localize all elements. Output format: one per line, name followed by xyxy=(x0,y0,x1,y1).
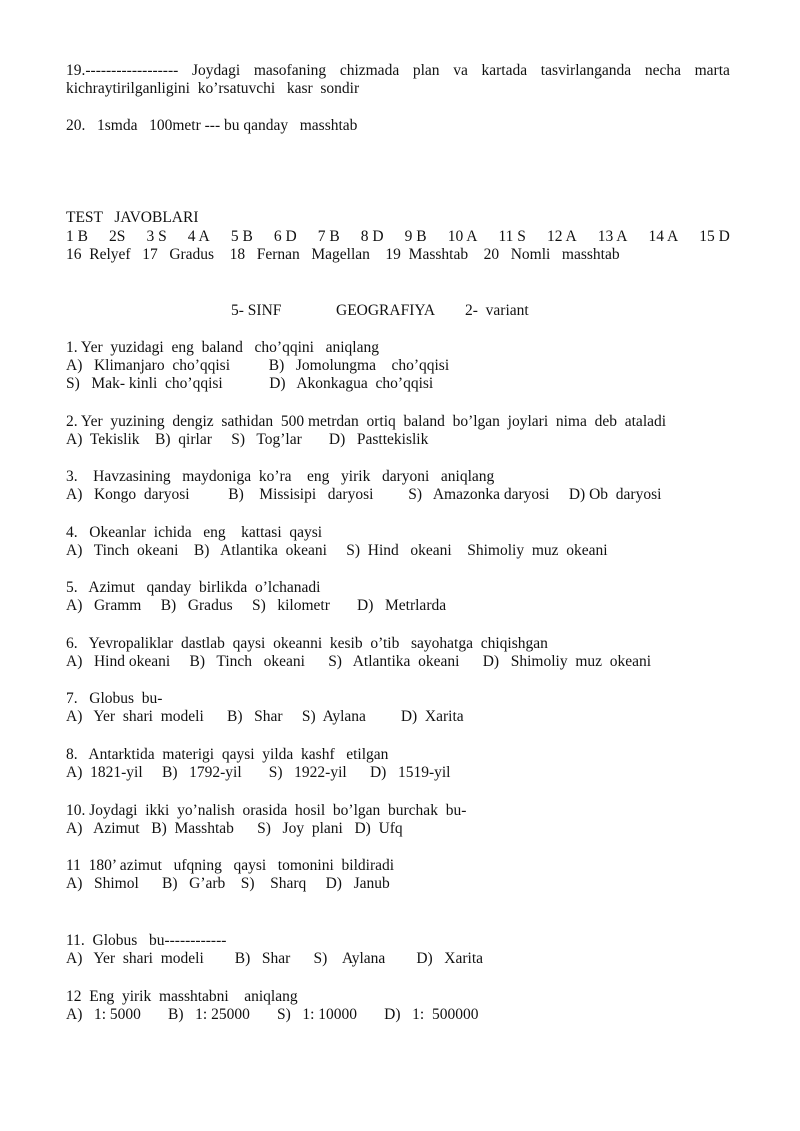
question-2-options: A) Tekislik B) qirlar S) Tog’lar D) Pasttekislik xyxy=(66,431,429,448)
question-8: 8. Antarktida materigi qaysi yilda kashf etilgan xyxy=(66,746,389,763)
answers-row-2: 16 Relyef 17 Gradus 18 Fernan Magellan 19 Masshtab 20 Nomli masshtab xyxy=(66,246,620,263)
q19-word: masofaning xyxy=(253,62,327,79)
answers-row-1 xyxy=(66,228,730,246)
question-1: 1. Yer yuzidagi eng baland cho’qqini aniqlang xyxy=(66,339,379,356)
answer-item: 13 A xyxy=(597,228,628,245)
q19-word: tasvirlanganda xyxy=(540,62,632,79)
question-3-options: A) Kongo daryosi B) Missisipi daryosi S) Amazonka daryosi D) Ob daryosi xyxy=(66,486,662,503)
question-4: 4. Okeanlar ichida eng kattasi qaysi xyxy=(66,524,323,541)
variant-label: 2- variant xyxy=(465,302,529,319)
question-11-globus-options: A) Yer shari modeli B) Shar S) Aylana D) Xarita xyxy=(66,950,484,967)
question-7-options: A) Yer shari modeli B) Shar S) Aylana D) Xarita xyxy=(66,708,464,725)
question-11-options: A) Shimol B) G’arb S) Sharq D) Janub xyxy=(66,875,390,892)
answer-item: 10 A xyxy=(447,228,478,245)
answer-item: 14 A xyxy=(648,228,679,245)
question-10-options: A) Azimut B) Masshtab S) Joy plani D) Ufq xyxy=(66,820,403,837)
grade-label: 5- SINF xyxy=(231,302,282,319)
answer-item: 4 A xyxy=(187,228,210,245)
answer-item: 6 D xyxy=(273,228,297,245)
answers-heading: TEST JAVOBLARI xyxy=(66,209,199,226)
answer-item: 8 D xyxy=(360,228,384,245)
question-1-options: A) Klimanjaro cho’qqisi B) Jomolungma cho’qqisi xyxy=(66,357,450,374)
question-19-line-2: kichraytirilganligini ko’rsatuvchi kasr sondir xyxy=(66,80,360,97)
question-20: 20. 1smda 100metr --- bu qanday masshtab xyxy=(66,117,358,134)
q19-word: 19.------------------ xyxy=(66,62,179,79)
question-11: 11 180’ azimut ufqning qaysi tomonini bildiradi xyxy=(66,857,395,874)
answer-item: 3 S xyxy=(146,228,167,245)
question-6-options: A) Hind okeani B) Tinch okeani S) Atlantika okeani D) Shimoliy muz okeani xyxy=(66,653,652,670)
answer-item: 9 B xyxy=(404,228,427,245)
question-1-options: S) Mak- kinli cho’qqisi D) Akonkagua cho’qqisi xyxy=(66,375,434,392)
question-10: 10. Joydagi ikki yo’nalish orasida hosil bo’lgan burchak bu- xyxy=(66,802,467,819)
question-7: 7. Globus bu- xyxy=(66,690,163,707)
q19-word: Joydagi xyxy=(191,62,241,79)
q19-word: plan xyxy=(412,62,440,79)
answer-item: 7 B xyxy=(317,228,340,245)
question-3: 3. Havzasining maydoniga ko’ra eng yirik daryoni aniqlang xyxy=(66,468,495,485)
answer-item: 1 B xyxy=(66,228,88,245)
question-8-options: A) 1821-yil B) 1792-yil S) 1922-yil D) 1519-yil xyxy=(66,764,451,781)
answer-item: 5 B xyxy=(230,228,253,245)
q19-word: kartada xyxy=(481,62,528,79)
variant-title xyxy=(0,302,800,320)
question-6: 6. Yevropaliklar dastlab qaysi okeanni kesib o’tib sayohatga chiqishgan xyxy=(66,635,548,652)
q19-word: marta xyxy=(694,62,730,79)
question-19-line-1 xyxy=(66,62,730,80)
answer-item: 11 S xyxy=(498,228,526,245)
subject-label: GEOGRAFIYA xyxy=(336,302,436,319)
answer-item: 12 A xyxy=(546,228,577,245)
question-5-options: A) Gramm B) Gradus S) kilometr D) Metrlarda xyxy=(66,597,447,614)
q19-word: necha xyxy=(644,62,681,79)
question-2: 2. Yer yuzining dengiz sathidan 500 metrdan ortiq baland bo’lgan joylari nima deb ataladi xyxy=(66,413,667,430)
answer-item: 2S xyxy=(109,228,126,245)
question-11-globus: 11. Globus bu------------ xyxy=(66,932,227,949)
question-12-options: A) 1: 5000 B) 1: 25000 S) 1: 10000 D) 1: 500000 xyxy=(66,1006,479,1023)
q19-word: va xyxy=(453,62,468,79)
q19-word: chizmada xyxy=(339,62,400,79)
question-4-options: A) Tinch okeani B) Atlantika okeani S) Hind okeani Shimoliy muz okeani xyxy=(66,542,608,559)
question-5: 5. Azimut qanday birlikda o’lchanadi xyxy=(66,579,321,596)
answer-item: 15 D xyxy=(699,228,730,245)
question-12: 12 Eng yirik masshtabni aniqlang xyxy=(66,988,298,1005)
